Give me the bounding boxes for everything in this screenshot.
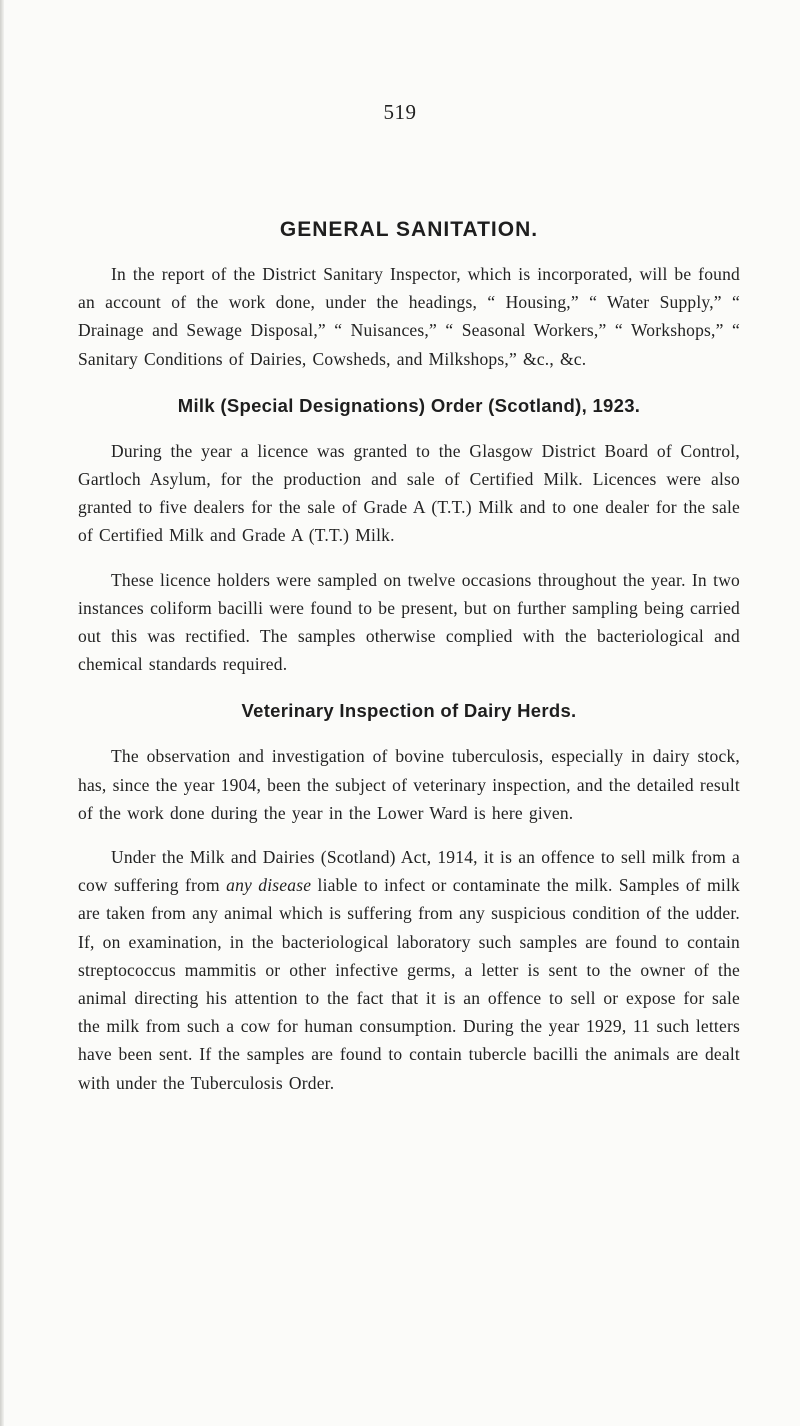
milk-sampling-paragraph: These licence holders were sampled on twelve occasions throughout the year. In two instances coliform bacilli were found to be present, but on further sampling being carried out this was rectified. The samples otherwise complied with the bacteriological and chemical standards required. [78, 569, 740, 675]
milk-licence-paragraph: During the year a licence was granted to the Glasgow District Board of Control, Gartloch Asylum, for the production and sale of Certified Milk. Licences were also granted to five dealers for the sale of Grade A (T.T.) Milk and to one dealer for the sale of Certified Milk and Grade A (T.T.) Milk. [78, 440, 740, 546]
bovine-tuberculosis-paragraph: The observation and investigation of bovine tuberculosis, especially in dairy stock, has, since the year 1904, been the subject of veterinary inspection, and the detailed result of the work done during the year in the Lower Ward is here given. [78, 746, 740, 823]
intro-paragraph: In the report of the District Sanitary Inspector, which is incorporated, will be found an account of the work done, under the headings, “ Housing,” “ Water Supply,” “ Drainage and Sewage Disposal,” “ Nuisances,” “ Seasonal Workers,” “ Workshops,” “ Sanitary Conditions of Dairies, Cowsheds, and Milkshops,” &c., &c. [78, 264, 740, 369]
document-body [78, 218, 740, 1097]
milk-order-heading: Milk (Special Designations) Order (Scotland), 1923. [177, 394, 641, 416]
milk-dairies-act-paragraph [78, 843, 740, 1097]
veterinary-inspection-heading: Veterinary Inspection of Dairy Herds. [241, 700, 577, 722]
act-text-before-emphasis: Under the Milk and Dairies (Scotland) Act, 1914, it is an offence to sell milk from a cow suffering from [78, 847, 740, 896]
emphasized-any-disease: any disease [226, 875, 312, 896]
document-title: GENERAL SANITATION. [279, 218, 539, 241]
page-binding-edge [0, 0, 4, 1426]
page-number: 519 [383, 100, 417, 124]
act-text-after-emphasis: liable to infect or contaminate the milk. Samples of milk are taken from any animal which is suffering from any suspicious condition of the udder. If, on examination, in the bacteriological laboratory such samples are found to contain streptococcus mammitis or other infective germs, a letter is sent to the owner of the animal directing his attention to the fact that it is an offence to sell or expose for sale the milk from such a cow for human consumption. During the year 1929, 11 such letters have been sent. If the samples are found to contain tubercle bacilli the animals are dealt with under the Tuberculosis Order. [78, 875, 740, 1093]
